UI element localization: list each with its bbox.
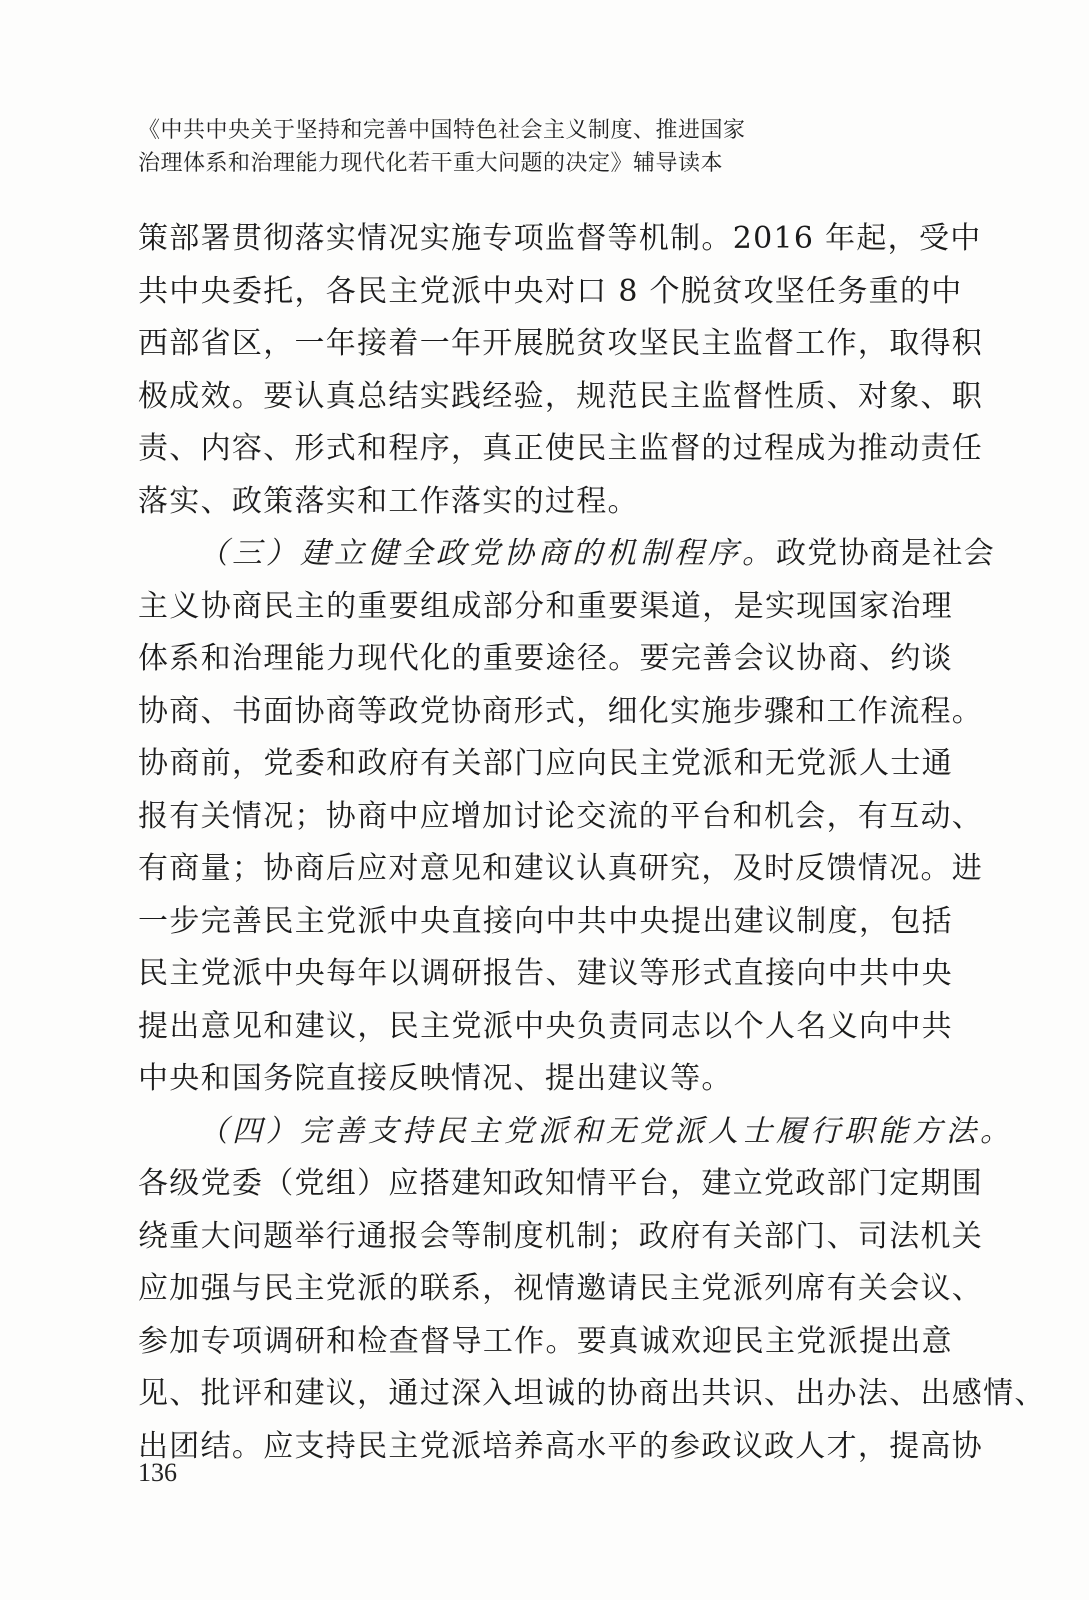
text-line: 出团结。应支持民主党派培养高水平的参政议政人才，提高协 bbox=[138, 1428, 984, 1464]
running-header-line-2: 治理体系和治理能力现代化若干重大问题的决定》辅导读本 bbox=[138, 151, 724, 176]
text-line: 策部署贯彻落实情况实施专项监督等机制。2016 年起，受中 bbox=[138, 221, 982, 256]
text-line: 主义协商民主的重要组成部分和重要渠道，是实现国家治理 bbox=[138, 588, 953, 624]
paragraph-first-line bbox=[138, 1106, 1014, 1159]
text-line: 责、内容、形式和程序，真正使民主监督的过程成为推动责任 bbox=[138, 431, 984, 466]
running-header-line-1: 《中共中央关于坚持和完善中国特色社会主义制度、推进国家 bbox=[138, 118, 746, 143]
text-line: 中央和国务院直接反映情况、提出建议等。 bbox=[138, 1061, 733, 1096]
text-line: 参加专项调研和检查督导工作。要真诚欢迎民主党派提出意 bbox=[138, 1323, 953, 1359]
text-line: 民主党派中央每年以调研报告、建议等形式直接向中共中央 bbox=[138, 956, 953, 991]
text-line: 西部省区，一年接着一年开展脱贫攻坚民主监督工作，取得积 bbox=[138, 326, 984, 361]
paragraph-first-line bbox=[138, 528, 996, 581]
text-line: 有商量；协商后应对意见和建议认真研究，及时反馈情况。进 bbox=[138, 851, 984, 886]
text-line: 应加强与民主党派的联系，视情邀请民主党派列席有关会议、 bbox=[138, 1271, 984, 1306]
running-header bbox=[138, 114, 838, 180]
text-line: 见、批评和建议，通过深入坦诚的协商出共识、出办法、出感情、 bbox=[138, 1376, 1046, 1411]
page-number: 136 bbox=[138, 1458, 177, 1487]
section-heading-4: （四）完善支持民主党派和无党派人士履行职能方法。 bbox=[198, 1113, 1014, 1149]
text-line: 一步完善民主党派中央直接向中共中央提出建议制度，包括 bbox=[138, 903, 953, 939]
text-line: 极成效。要认真总结实践经验，规范民主监督性质、对象、职 bbox=[138, 378, 984, 414]
text-line: 协商前，党委和政府有关部门应向民主党派和无党派人士通 bbox=[138, 746, 953, 781]
text-line: 共中央委托，各民主党派中央对口 8 个脱贫攻坚任务重的中 bbox=[138, 273, 963, 309]
text-line: 报有关情况；协商中应增加讨论交流的平台和机会，有互动、 bbox=[138, 798, 984, 834]
text-line: 各级党委（党组）应搭建知政知情平台，建立党政部门定期围 bbox=[138, 1166, 984, 1201]
text-line: 体系和治理能力现代化的重要途径。要完善会议协商、约谈 bbox=[138, 641, 953, 676]
body-text bbox=[138, 213, 1046, 1473]
text-line: 落实、政策落实和工作落实的过程。 bbox=[138, 483, 639, 519]
text-run: 政党协商是社会 bbox=[776, 536, 996, 571]
text-line: 协商、书面协商等政党协商形式，细化实施步骤和工作流程。 bbox=[138, 693, 984, 729]
text-line: 绕重大问题举行通报会等制度机制；政府有关部门、司法机关 bbox=[138, 1218, 984, 1254]
text-line: 提出意见和建议，民主党派中央负责同志以个人名义向中共 bbox=[138, 1008, 953, 1044]
section-heading-3: （三）建立健全政党协商的机制程序。 bbox=[198, 536, 776, 571]
